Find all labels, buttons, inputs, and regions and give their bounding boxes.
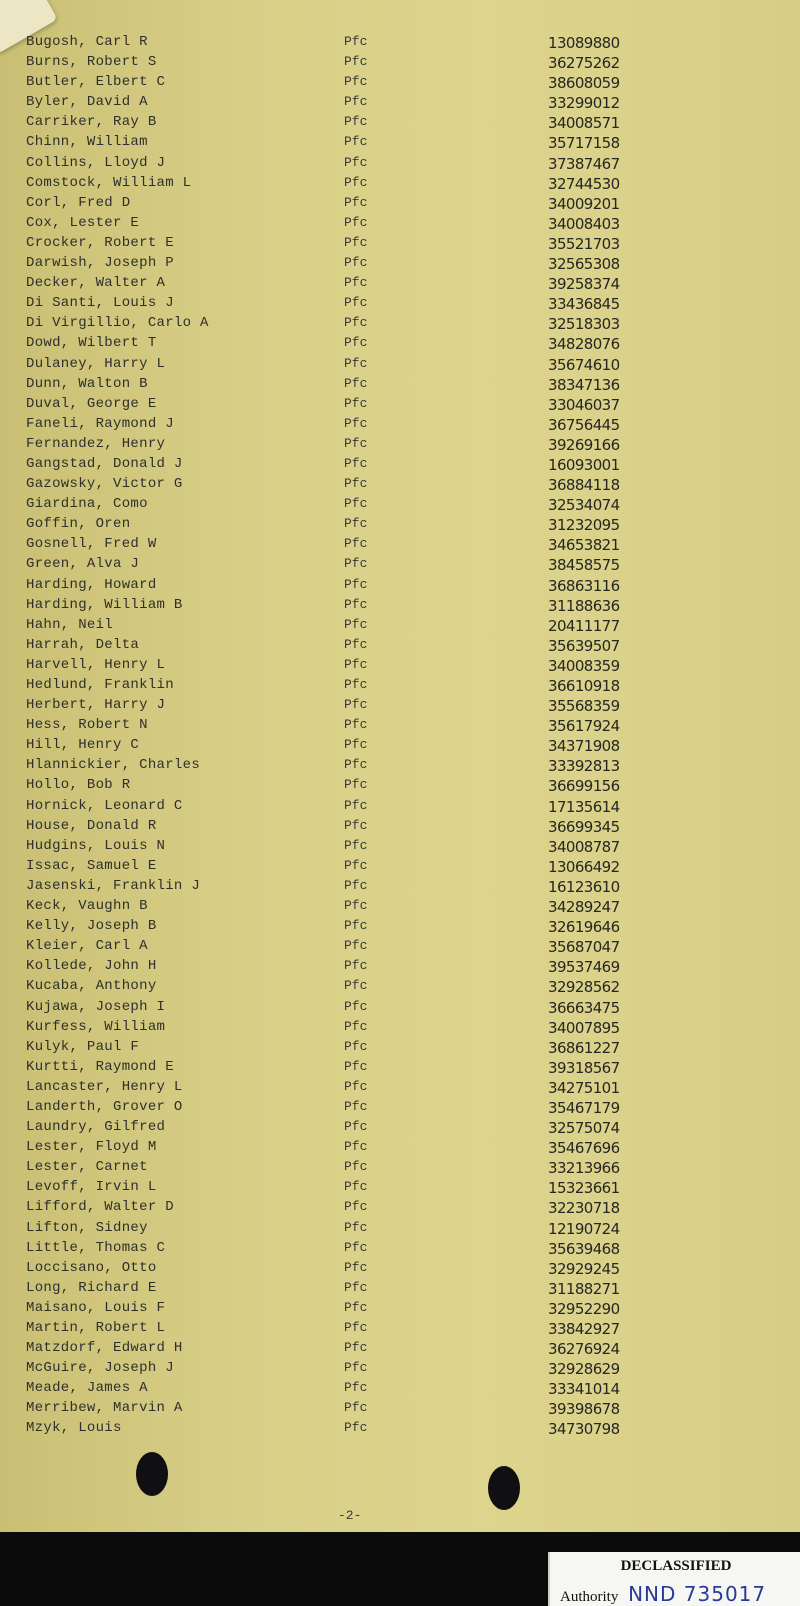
serial-number: 16123610	[548, 877, 620, 896]
soldier-name: Mzyk, Louis	[26, 1420, 122, 1437]
roster-row	[0, 958, 800, 978]
serial-number: 36276924	[548, 1340, 620, 1359]
serial-number: 36699156	[548, 777, 620, 796]
soldier-name: Dunn, Walton B	[26, 375, 148, 392]
roster-row	[0, 396, 800, 416]
roster-row	[0, 918, 800, 938]
soldier-rank: Pfc	[344, 1078, 368, 1094]
soldier-name: Duval, George E	[26, 395, 157, 412]
soldier-name: Cox, Lester E	[26, 214, 140, 231]
soldier-rank: Pfc	[344, 978, 368, 994]
roster-row	[0, 74, 800, 94]
soldier-name: Martin, Robert L	[26, 1320, 166, 1336]
serial-number: 34008403	[548, 214, 620, 233]
roster-row	[0, 134, 800, 154]
soldier-name: Gosnell, Fred W	[26, 536, 157, 553]
roster-row	[0, 1280, 800, 1300]
serial-number: 34275101	[548, 1078, 620, 1097]
serial-number: 39398678	[548, 1400, 620, 1419]
roster-row	[0, 476, 800, 496]
roster-row	[0, 235, 800, 255]
serial-number: 32928629	[548, 1360, 620, 1379]
roster-row	[0, 737, 800, 757]
soldier-name: Hess, Robert N	[26, 717, 148, 734]
soldier-rank: Pfc	[344, 757, 368, 773]
serial-number: 13089880	[548, 34, 620, 52]
soldier-name: Long, Richard E	[26, 1279, 157, 1296]
soldier-name: Di Santi, Louis J	[26, 295, 174, 312]
roster-row	[0, 195, 800, 215]
roster-row	[0, 999, 800, 1019]
roster-row	[0, 295, 800, 315]
soldier-name: Loccisano, Otto	[26, 1259, 157, 1276]
soldier-rank: Pfc	[344, 174, 368, 190]
soldier-name: Lester, Carnet	[26, 1159, 148, 1176]
roster-row	[0, 1059, 800, 1079]
soldier-rank: Pfc	[344, 1119, 368, 1135]
soldier-rank: Pfc	[344, 1340, 368, 1356]
punch-hole	[488, 1466, 520, 1510]
serial-number: 35639468	[548, 1239, 620, 1258]
serial-number: 33046037	[548, 395, 620, 414]
soldier-rank: Pfc	[344, 1360, 368, 1376]
soldier-name: Butler, Elbert C	[26, 74, 166, 91]
roster-row	[0, 1380, 800, 1400]
roster-row	[0, 376, 800, 396]
roster-row	[0, 577, 800, 597]
soldier-name: Maisano, Louis F	[26, 1299, 166, 1316]
serial-number: 33213966	[548, 1159, 620, 1178]
soldier-name: Corl, Fred D	[26, 194, 131, 211]
roster-row	[0, 1019, 800, 1039]
soldier-name: Laundry, Gilfred	[26, 1119, 166, 1136]
soldier-rank: Pfc	[344, 616, 368, 632]
serial-number: 32230718	[548, 1199, 620, 1218]
roster-row	[0, 818, 800, 838]
serial-number: 13066492	[548, 857, 620, 876]
serial-number: 16093001	[548, 455, 620, 474]
roster-row	[0, 1220, 800, 1240]
soldier-name: Dowd, Wilbert T	[26, 335, 157, 352]
serial-number: 17135614	[548, 797, 620, 816]
roster-row	[0, 1360, 800, 1380]
roster-row	[0, 275, 800, 295]
soldier-rank: Pfc	[344, 455, 368, 471]
serial-number: 34653821	[548, 536, 620, 555]
soldier-name: Jasenski, Franklin J	[26, 877, 201, 894]
soldier-rank: Pfc	[344, 1058, 368, 1074]
roster-row	[0, 1240, 800, 1260]
soldier-name: House, Donald R	[26, 817, 157, 834]
serial-number: 35717158	[548, 134, 620, 153]
serial-number: 34008787	[548, 837, 620, 856]
serial-number: 32952290	[548, 1299, 620, 1318]
serial-number: 39318567	[548, 1058, 620, 1077]
soldier-name: Bugosh, Carl R	[26, 34, 148, 50]
serial-number: 35568359	[548, 697, 620, 716]
soldier-name: Issac, Samuel E	[26, 857, 157, 874]
serial-number: 34828076	[548, 335, 620, 354]
serial-number: 32518303	[548, 315, 620, 334]
soldier-rank: Pfc	[344, 777, 368, 793]
soldier-rank: Pfc	[344, 134, 368, 150]
soldier-rank: Pfc	[344, 877, 368, 893]
soldier-rank: Pfc	[344, 1159, 368, 1175]
serial-number: 36699345	[548, 817, 620, 836]
soldier-name: Di Virgillio, Carlo A	[26, 315, 209, 332]
soldier-name: Harding, William B	[26, 596, 183, 613]
serial-number: 31232095	[548, 516, 620, 535]
soldier-name: Hlannickier, Charles	[26, 757, 201, 774]
stamp-authority-label: Authority	[560, 1589, 619, 1605]
soldier-rank: Pfc	[344, 375, 368, 391]
soldier-name: Keck, Vaughn B	[26, 898, 148, 915]
soldier-name: Kulyk, Paul F	[26, 1038, 140, 1055]
soldier-rank: Pfc	[344, 154, 368, 170]
soldier-name: Kujawa, Joseph I	[26, 998, 166, 1015]
roster-row	[0, 356, 800, 376]
serial-number: 34008571	[548, 114, 620, 133]
soldier-rank: Pfc	[344, 1139, 368, 1155]
soldier-rank: Pfc	[344, 315, 368, 331]
serial-number: 35639507	[548, 636, 620, 655]
soldier-rank: Pfc	[344, 234, 368, 250]
serial-number: 39537469	[548, 958, 620, 977]
roster-row	[0, 1340, 800, 1360]
roster-row	[0, 456, 800, 476]
roster-row	[0, 1300, 800, 1320]
soldier-rank: Pfc	[344, 1400, 368, 1416]
soldier-name: Fernandez, Henry	[26, 435, 166, 452]
serial-number: 36863116	[548, 576, 620, 595]
roster-row	[0, 1099, 800, 1119]
soldier-rank: Pfc	[344, 656, 368, 672]
soldier-name: Kelly, Joseph B	[26, 918, 157, 935]
roster-row	[0, 1079, 800, 1099]
soldier-name: Kollede, John H	[26, 958, 157, 975]
roster-row	[0, 938, 800, 958]
roster-row	[0, 155, 800, 175]
soldier-name: Hedlund, Franklin	[26, 677, 174, 693]
roster-row	[0, 496, 800, 516]
serial-number: 33341014	[548, 1380, 620, 1399]
serial-number: 32565308	[548, 255, 620, 274]
stamp-authority-line	[560, 1582, 766, 1606]
soldier-name: Hornick, Leonard C	[26, 797, 183, 814]
serial-number: 35467179	[548, 1098, 620, 1117]
roster-row	[0, 777, 800, 797]
roster-row	[0, 1260, 800, 1280]
roster-row	[0, 838, 800, 858]
serial-number: 20411177	[548, 616, 620, 635]
soldier-name: Collins, Lloyd J	[26, 154, 166, 171]
soldier-rank: Pfc	[344, 596, 368, 612]
serial-number: 36275262	[548, 54, 620, 73]
serial-number: 38458575	[548, 556, 620, 575]
soldier-name: Gazowsky, Victor G	[26, 476, 183, 493]
roster-row	[0, 978, 800, 998]
soldier-rank: Pfc	[344, 114, 368, 130]
serial-number: 33842927	[548, 1320, 620, 1338]
serial-number: 32575074	[548, 1119, 620, 1138]
soldier-rank: Pfc	[344, 516, 368, 532]
soldier-rank: Pfc	[344, 74, 368, 90]
roster-row	[0, 798, 800, 818]
declassified-stamp	[548, 1552, 800, 1606]
soldier-name: Hill, Henry C	[26, 737, 140, 754]
serial-number: 36884118	[548, 476, 620, 495]
roster-row	[0, 757, 800, 777]
serial-number: 35687047	[548, 938, 620, 957]
serial-number: 31188636	[548, 596, 620, 615]
soldier-name: McGuire, Joseph J	[26, 1360, 174, 1377]
roster-row	[0, 597, 800, 617]
punch-hole	[136, 1452, 168, 1496]
soldier-rank: Pfc	[344, 898, 368, 914]
roster-row	[0, 1320, 800, 1340]
soldier-name: Byler, David A	[26, 94, 148, 111]
serial-number: 34730798	[548, 1420, 620, 1439]
soldier-rank: Pfc	[344, 1299, 368, 1315]
soldier-name: Kleier, Carl A	[26, 938, 148, 955]
soldier-rank: Pfc	[344, 576, 368, 592]
soldier-rank: Pfc	[344, 214, 368, 230]
serial-number: 35521703	[548, 234, 620, 253]
soldier-rank: Pfc	[344, 255, 368, 271]
soldier-rank: Pfc	[344, 355, 368, 371]
roster-row	[0, 255, 800, 275]
serial-number: 33436845	[548, 295, 620, 314]
soldier-name: Hudgins, Louis N	[26, 837, 166, 854]
serial-number: 36756445	[548, 415, 620, 434]
soldier-name: Kurfess, William	[26, 1018, 166, 1035]
soldier-rank: Pfc	[344, 94, 368, 110]
serial-number: 15323661	[548, 1179, 620, 1198]
soldier-rank: Pfc	[344, 998, 368, 1014]
soldier-name: Kurtti, Raymond E	[26, 1058, 174, 1075]
soldier-name: Carriker, Ray B	[26, 114, 157, 131]
stamp-title: DECLASSIFIED	[620, 1558, 732, 1574]
roster-row	[0, 617, 800, 637]
soldier-rank: Pfc	[344, 395, 368, 411]
serial-number: 35674610	[548, 355, 620, 374]
soldier-name: Gangstad, Donald J	[26, 455, 183, 472]
soldier-rank: Pfc	[344, 1038, 368, 1054]
soldier-rank: Pfc	[344, 275, 368, 291]
roster-row	[0, 858, 800, 878]
roster-row	[0, 898, 800, 918]
soldier-name: Hahn, Neil	[26, 616, 114, 633]
soldier-name: Lester, Floyd M	[26, 1139, 157, 1156]
soldier-rank: Pfc	[344, 918, 368, 934]
roster-row	[0, 1199, 800, 1219]
soldier-name: Decker, Walter A	[26, 275, 166, 292]
serial-number: 33299012	[548, 94, 620, 113]
roster-row	[0, 556, 800, 576]
serial-number: 34009201	[548, 194, 620, 213]
soldier-rank: Pfc	[344, 737, 368, 753]
soldier-name: Herbert, Harry J	[26, 697, 166, 714]
soldier-name: Levoff, Irvin L	[26, 1179, 157, 1196]
soldier-rank: Pfc	[344, 697, 368, 713]
serial-number: 32929245	[548, 1259, 620, 1278]
serial-number: 35467696	[548, 1139, 620, 1158]
soldier-rank: Pfc	[344, 1380, 368, 1396]
soldier-rank: Pfc	[344, 938, 368, 954]
roster-row	[0, 416, 800, 436]
soldier-rank: Pfc	[344, 335, 368, 351]
soldier-name: Giardina, Como	[26, 496, 148, 513]
soldier-rank: Pfc	[344, 194, 368, 210]
soldier-name: Crocker, Robert E	[26, 234, 174, 251]
roster-row	[0, 436, 800, 456]
soldier-name: Green, Alva J	[26, 556, 140, 573]
soldier-name: Comstock, William L	[26, 174, 192, 191]
roster-row	[0, 1159, 800, 1179]
soldier-rank: Pfc	[344, 1098, 368, 1114]
soldier-rank: Pfc	[344, 636, 368, 652]
roster-row	[0, 1179, 800, 1199]
roster-row	[0, 536, 800, 556]
roster-row	[0, 516, 800, 536]
serial-number: 34008359	[548, 656, 620, 675]
serial-number: 32744530	[548, 174, 620, 193]
soldier-rank: Pfc	[344, 54, 368, 70]
soldier-rank: Pfc	[344, 34, 368, 49]
soldier-name: Darwish, Joseph P	[26, 255, 174, 272]
roster-row	[0, 335, 800, 355]
soldier-rank: Pfc	[344, 556, 368, 572]
soldier-name: Hollo, Bob R	[26, 777, 131, 794]
soldier-rank: Pfc	[344, 476, 368, 492]
soldier-rank: Pfc	[344, 435, 368, 451]
serial-number: 38608059	[548, 74, 620, 93]
soldier-rank: Pfc	[344, 1320, 368, 1335]
roster-row	[0, 54, 800, 74]
roster-row	[0, 717, 800, 737]
soldier-name: Matzdorf, Edward H	[26, 1340, 183, 1357]
soldier-name: Little, Thomas C	[26, 1239, 166, 1256]
soldier-rank: Pfc	[344, 1259, 368, 1275]
roster-row	[0, 94, 800, 114]
roster-row	[0, 637, 800, 657]
roster-row	[0, 677, 800, 697]
soldier-rank: Pfc	[344, 1239, 368, 1255]
serial-number: 34007895	[548, 1018, 620, 1037]
roster-row	[0, 34, 800, 54]
soldier-name: Faneli, Raymond J	[26, 415, 174, 432]
soldier-rank: Pfc	[344, 817, 368, 833]
soldier-name: Dulaney, Harry L	[26, 355, 166, 372]
serial-number: 39269166	[548, 435, 620, 454]
serial-number: 39258374	[548, 275, 620, 294]
roster-row	[0, 1400, 800, 1420]
roster-row	[0, 175, 800, 195]
soldier-rank: Pfc	[344, 295, 368, 311]
soldier-rank: Pfc	[344, 837, 368, 853]
serial-number: 34289247	[548, 898, 620, 917]
soldier-rank: Pfc	[344, 1279, 368, 1295]
roster-row	[0, 215, 800, 235]
serial-number: 36861227	[548, 1038, 620, 1057]
serial-number: 37387467	[548, 154, 620, 173]
serial-number: 36610918	[548, 677, 620, 695]
soldier-name: Harding, Howard	[26, 576, 157, 593]
soldier-rank: Pfc	[344, 958, 368, 974]
soldier-rank: Pfc	[344, 1179, 368, 1195]
serial-number: 33392813	[548, 757, 620, 776]
roster-row	[0, 697, 800, 717]
soldier-name: Chinn, William	[26, 134, 148, 151]
soldier-rank: Pfc	[344, 717, 368, 733]
serial-number: 32928562	[548, 978, 620, 997]
soldier-rank: Pfc	[344, 1018, 368, 1034]
roster-row	[0, 657, 800, 677]
serial-number: 36663475	[548, 998, 620, 1017]
soldier-name: Meade, James A	[26, 1380, 148, 1397]
page-number: -2-	[338, 1508, 362, 1523]
serial-number: 31188271	[548, 1279, 620, 1298]
roster-row	[0, 1039, 800, 1059]
serial-number: 34371908	[548, 737, 620, 756]
stamp-authority-value: NND 735017	[628, 1582, 767, 1606]
serial-number: 12190724	[548, 1219, 620, 1238]
soldier-name: Lifton, Sidney	[26, 1219, 148, 1236]
soldier-rank: Pfc	[344, 496, 368, 512]
roster-row	[0, 1420, 800, 1440]
soldier-rank: Pfc	[344, 1199, 368, 1215]
soldier-rank: Pfc	[344, 1219, 368, 1235]
soldier-name: Lancaster, Henry L	[26, 1078, 183, 1095]
soldier-name: Lifford, Walter D	[26, 1199, 174, 1216]
roster-row	[0, 1119, 800, 1139]
soldier-rank: Pfc	[344, 857, 368, 873]
soldier-name: Kucaba, Anthony	[26, 978, 157, 995]
soldier-rank: Pfc	[344, 1420, 368, 1436]
roster-row	[0, 878, 800, 898]
roster-list	[0, 34, 800, 1441]
serial-number: 32619646	[548, 918, 620, 937]
soldier-name: Goffin, Oren	[26, 516, 131, 533]
serial-number: 38347136	[548, 375, 620, 394]
soldier-name: Harvell, Henry L	[26, 656, 166, 673]
serial-number: 35617924	[548, 717, 620, 736]
soldier-rank: Pfc	[344, 415, 368, 431]
roster-row	[0, 114, 800, 134]
soldier-rank: Pfc	[344, 677, 368, 692]
roster-row	[0, 1139, 800, 1159]
soldier-rank: Pfc	[344, 797, 368, 813]
roster-row	[0, 315, 800, 335]
serial-number: 32534074	[548, 496, 620, 515]
soldier-name: Burns, Robert S	[26, 54, 157, 71]
soldier-name: Landerth, Grover O	[26, 1098, 183, 1115]
soldier-rank: Pfc	[344, 536, 368, 552]
soldier-name: Harrah, Delta	[26, 636, 140, 653]
soldier-name: Merribew, Marvin A	[26, 1400, 183, 1417]
